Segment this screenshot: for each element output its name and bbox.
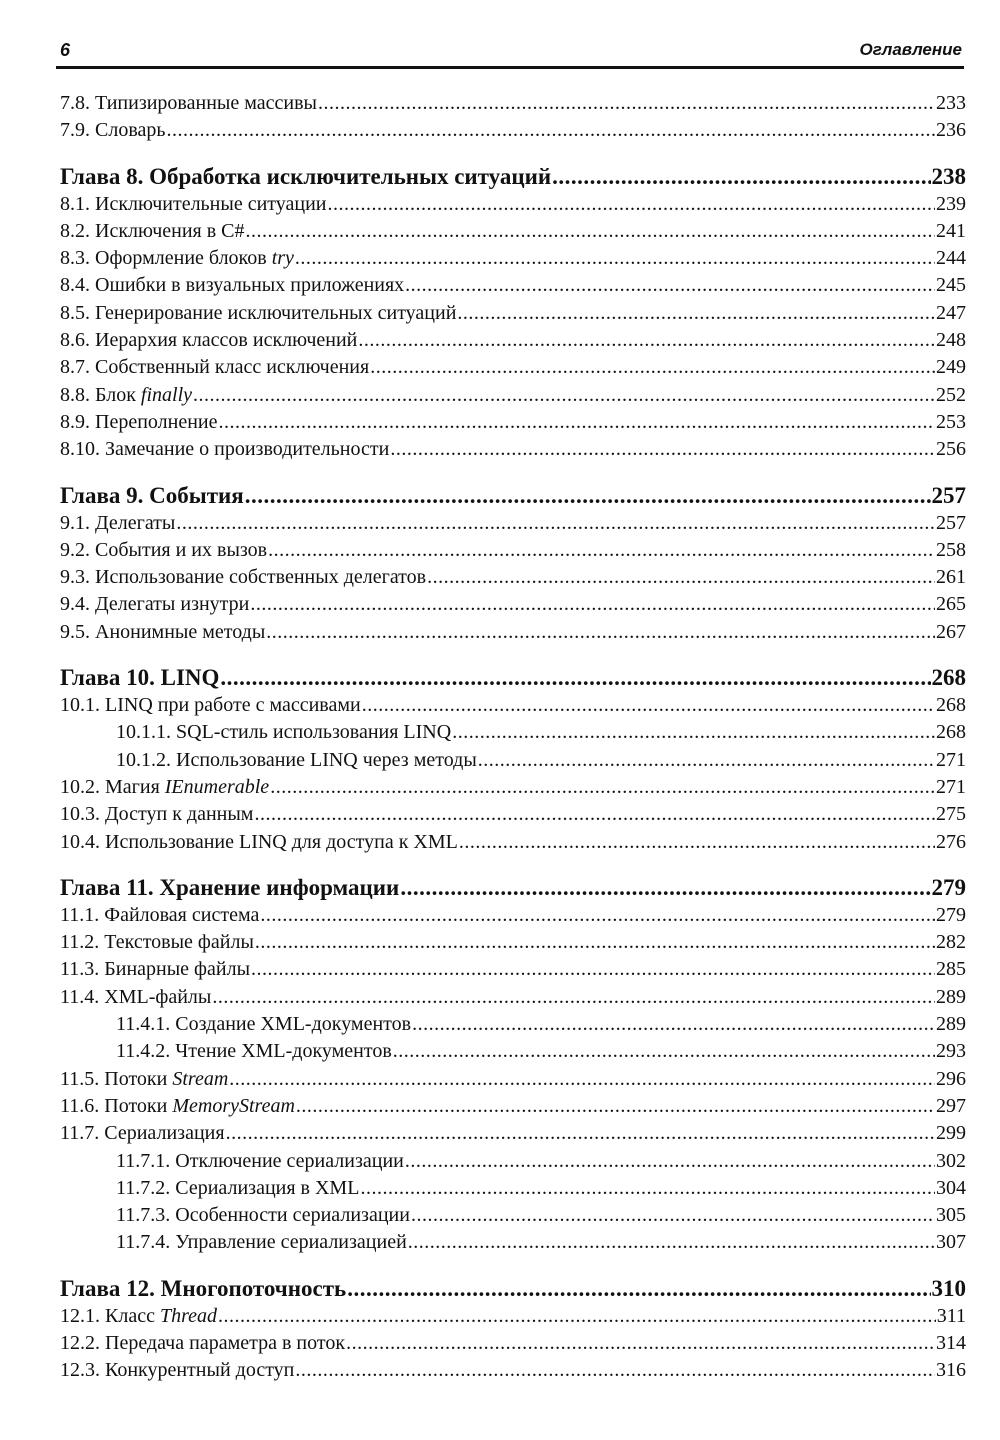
- toc-entry-text: Собственный класс исключения: [95, 356, 370, 379]
- toc-entry-text: Управление сериализацией: [175, 1231, 407, 1254]
- toc-entry-number: 11.7.1.: [116, 1149, 171, 1172]
- toc-entry-title: [60, 801, 253, 828]
- toc-entry-number: Глава 11.: [60, 874, 154, 900]
- toc-entry-text: Исключения в C#: [95, 219, 245, 242]
- toc-entry-title: [60, 327, 357, 354]
- toc-section-entry: [60, 1093, 966, 1120]
- toc-entry-text: SQL-стиль использования LINQ: [176, 721, 452, 744]
- toc-entry-number: 9.1.: [60, 511, 90, 534]
- toc-page-number: 304: [936, 1176, 966, 1199]
- toc-entry-number: 11.7.3.: [116, 1204, 171, 1227]
- toc-page-number: 282: [936, 931, 966, 954]
- toc-entry-title: [60, 1275, 346, 1303]
- toc-entry-text: События: [149, 482, 244, 508]
- dot-leader: [167, 117, 936, 144]
- toc-entry-text: Чтение XML-документов: [175, 1040, 392, 1063]
- toc-entry-number: 12.3.: [60, 1359, 100, 1382]
- toc-entry-text: Магия: [105, 775, 160, 798]
- toc-section-entry: [60, 1120, 966, 1147]
- dot-leader: [295, 245, 935, 272]
- toc-page-number: 241: [936, 219, 966, 242]
- dot-leader: [270, 774, 935, 801]
- toc-entry-title: [60, 956, 250, 983]
- dot-leader: [266, 619, 935, 646]
- toc-entry-number: 9.2.: [60, 538, 90, 561]
- toc-entry-number: 11.1.: [60, 903, 100, 926]
- toc-entry-text: Хранение информации: [159, 874, 400, 900]
- toc-entry-number: Глава 9.: [60, 482, 144, 508]
- toc-entry-text: Текстовые файлы: [104, 931, 254, 954]
- toc-entry-title: [116, 719, 451, 746]
- toc-entry-text: Особенности сериализации: [175, 1204, 410, 1227]
- toc-entry-number: 8.1.: [60, 192, 90, 215]
- toc-entry-title: [60, 436, 389, 463]
- toc-entry-text: Переполнение: [95, 410, 218, 433]
- toc-entry-text: Исключительные ситуации: [95, 192, 327, 215]
- toc-page-number: 276: [936, 830, 966, 853]
- toc-page-number: 302: [936, 1149, 966, 1172]
- toc-page-number: 307: [936, 1231, 966, 1254]
- toc-entry-number: 9.3.: [60, 566, 90, 589]
- toc-entry-title: [60, 1357, 294, 1384]
- toc-page-number: 305: [936, 1204, 966, 1227]
- toc-page-number: 310: [931, 1275, 966, 1301]
- dot-leader: [346, 1330, 935, 1357]
- toc-subsection-entry: [60, 1229, 966, 1256]
- dot-leader: [390, 436, 935, 463]
- toc-section-entry: [60, 984, 966, 1011]
- toc-section-entry: [60, 218, 966, 245]
- toc-entry-title: [60, 1303, 217, 1330]
- toc-entry-text: Делегаты изнутри: [95, 593, 250, 616]
- toc-entry-number: 12.1.: [60, 1304, 100, 1327]
- dot-leader: [411, 1202, 935, 1229]
- toc-section-entry: [60, 619, 966, 646]
- toc-entry-title: [116, 1229, 407, 1256]
- toc-entry-italic-term: try: [271, 247, 294, 270]
- table-of-contents: [60, 90, 966, 1385]
- dot-leader: [229, 1066, 935, 1093]
- toc-subsection-entry: [60, 1202, 966, 1229]
- toc-entry-text: Отключение сериализации: [175, 1149, 404, 1172]
- toc-page-number: 316: [936, 1359, 966, 1382]
- toc-entry-number: 10.3.: [60, 803, 100, 826]
- toc-section-entry: [60, 1330, 966, 1357]
- toc-entry-number: 11.7.2.: [116, 1176, 171, 1199]
- toc-section-entry: [60, 272, 966, 299]
- dot-leader: [552, 163, 930, 191]
- toc-section-entry: [60, 829, 966, 856]
- toc-entry-text: Использование LINQ для доступа к XML: [105, 830, 458, 853]
- toc-section-entry: [60, 1303, 966, 1330]
- toc-page-number: 296: [936, 1067, 966, 1090]
- dot-leader: [400, 874, 930, 902]
- toc-entry-italic-term: Thread: [159, 1304, 217, 1327]
- dot-leader: [260, 902, 935, 929]
- toc-section-entry: [60, 327, 966, 354]
- toc-section-entry: [60, 409, 966, 436]
- toc-subsection-entry: [60, 719, 966, 746]
- toc-subsection-entry: [60, 1038, 966, 1065]
- toc-entry-text: Типизированные массивы: [95, 92, 317, 114]
- dot-leader: [327, 191, 935, 218]
- toc-page-number: 249: [936, 356, 966, 379]
- dot-leader: [176, 510, 935, 537]
- toc-page-number: 248: [936, 329, 966, 352]
- toc-entry-number: 8.4.: [60, 274, 90, 297]
- dot-leader: [370, 354, 935, 381]
- toc-entry-title: [60, 482, 244, 510]
- toc-chapter-entry: [60, 1275, 966, 1303]
- toc-entry-title: [60, 510, 175, 537]
- toc-entry-number: 11.7.: [60, 1122, 100, 1145]
- running-title: Оглавление: [859, 40, 962, 59]
- toc-entry-number: 8.6.: [60, 329, 90, 352]
- toc-entry-title: [60, 929, 254, 956]
- dot-leader: [226, 1120, 935, 1147]
- toc-page-number: 258: [936, 538, 966, 561]
- toc-subsection-entry: [60, 747, 966, 774]
- toc-entry-title: [116, 1202, 410, 1229]
- toc-chapter-entry: [60, 482, 966, 510]
- toc-section-entry: [60, 436, 966, 463]
- toc-entry-number: 8.5.: [60, 301, 90, 324]
- dot-leader: [218, 1303, 936, 1330]
- dot-leader: [212, 984, 935, 1011]
- toc-entry-text: LINQ: [160, 665, 220, 691]
- toc-page-number: 271: [936, 775, 966, 798]
- toc-entry-text: Сериализация в XML: [175, 1176, 360, 1199]
- toc-page-number: 279: [931, 874, 966, 900]
- toc-entry-number: 7.8.: [60, 92, 90, 114]
- toc-page-number: 253: [936, 410, 966, 433]
- toc-section-entry: [60, 510, 966, 537]
- toc-entry-text: Иерархия классов исключений: [95, 329, 358, 352]
- toc-entry-number: 8.7.: [60, 356, 90, 379]
- toc-entry-text: Класс: [105, 1304, 155, 1327]
- dot-leader: [220, 664, 930, 692]
- toc-entry-title: [60, 774, 269, 801]
- toc-entry-title: [60, 354, 369, 381]
- toc-section-entry: [60, 1066, 966, 1093]
- toc-section-entry: [60, 801, 966, 828]
- toc-entry-title: [60, 874, 399, 902]
- toc-entry-italic-term: Stream: [172, 1067, 229, 1090]
- toc-entry-title: [60, 191, 326, 218]
- toc-page-number: 279: [936, 903, 966, 926]
- toc-entry-number: 8.2.: [60, 219, 90, 242]
- toc-entry-title: [60, 1120, 225, 1147]
- toc-entry-title: [60, 902, 259, 929]
- dot-leader: [347, 1275, 930, 1303]
- toc-entry-number: 11.5.: [60, 1067, 100, 1090]
- toc-entry-number: 10.4.: [60, 830, 100, 853]
- dot-leader: [193, 382, 935, 409]
- toc-entry-number: 11.7.4.: [116, 1231, 171, 1254]
- toc-entry-title: [60, 409, 217, 436]
- toc-entry-title: [60, 1330, 345, 1357]
- toc-entry-number: 12.2.: [60, 1331, 100, 1354]
- dot-leader: [452, 719, 935, 746]
- toc-section-entry: [60, 1357, 966, 1384]
- toc-entry-number: 10.1.: [60, 694, 100, 717]
- toc-entry-text: Бинарные файлы: [104, 958, 251, 981]
- toc-chapter-entry: [60, 163, 966, 191]
- toc-page-number: 285: [936, 958, 966, 981]
- toc-entry-title: [60, 619, 265, 646]
- toc-entry-text: Использование LINQ через методы: [176, 748, 477, 771]
- toc-subsection-entry: [60, 1148, 966, 1175]
- dot-leader: [268, 537, 935, 564]
- toc-page-number: 257: [931, 482, 966, 508]
- dot-leader: [254, 801, 935, 828]
- toc-page-number: 289: [936, 1013, 966, 1036]
- toc-entry-title: [60, 537, 267, 564]
- toc-entry-number: 7.9.: [60, 119, 90, 142]
- dot-leader: [408, 1229, 935, 1256]
- page-number: 6: [60, 40, 71, 60]
- toc-page-number: 311: [936, 1304, 966, 1327]
- toc-page-number: 247: [936, 301, 966, 324]
- toc-entry-text: Потоки: [104, 1067, 168, 1090]
- toc-entry-title: [116, 1011, 411, 1038]
- toc-page-number: 297: [936, 1094, 966, 1117]
- toc-entry-text: XML-файлы: [104, 985, 212, 1008]
- dot-leader: [405, 272, 935, 299]
- toc-page-number: 314: [936, 1331, 966, 1354]
- dot-leader: [318, 90, 935, 117]
- toc-page-number: 239: [936, 192, 966, 215]
- toc-section-entry: [60, 354, 966, 381]
- toc-entry-title: [116, 1148, 404, 1175]
- toc-entry-number: 11.4.: [60, 985, 100, 1008]
- toc-entry-number: 8.9.: [60, 410, 90, 433]
- dot-leader: [405, 1148, 935, 1175]
- dot-leader: [427, 564, 935, 591]
- toc-entry-text: Генерирование исключительных ситуаций: [95, 301, 457, 324]
- toc-entry-number: 11.4.1.: [116, 1013, 171, 1036]
- dot-leader: [412, 1011, 935, 1038]
- toc-entry-text: Многопоточность: [160, 1275, 347, 1301]
- toc-entry-text: Обработка исключительных ситуаций: [149, 163, 552, 189]
- toc-entry-italic-term: MemoryStream: [172, 1094, 295, 1117]
- toc-section-entry: [60, 774, 966, 801]
- toc-entry-text: Анонимные методы: [95, 620, 266, 643]
- toc-page-number: 299: [936, 1122, 966, 1145]
- toc-entry-text: LINQ при работе с массивами: [105, 694, 361, 717]
- dot-leader: [250, 591, 935, 618]
- toc-entry-number: 9.4.: [60, 593, 90, 616]
- toc-chapter-entry: [60, 664, 966, 692]
- toc-entry-number: 9.5.: [60, 620, 90, 643]
- dot-leader: [362, 692, 935, 719]
- toc-entry-title: [60, 382, 192, 409]
- toc-entry-number: 8.3.: [60, 247, 90, 270]
- dot-leader: [295, 1357, 935, 1384]
- toc-entry-number: 8.8.: [60, 383, 90, 406]
- toc-entry-title: [116, 1038, 392, 1065]
- toc-entry-title: [60, 1066, 228, 1093]
- toc-section-entry: [60, 537, 966, 564]
- toc-page-number: 267: [936, 620, 966, 643]
- toc-entry-number: 11.3.: [60, 958, 100, 981]
- dot-leader: [358, 327, 935, 354]
- toc-section-entry: [60, 382, 966, 409]
- dot-leader: [246, 218, 935, 245]
- toc-section-entry: [60, 191, 966, 218]
- toc-entry-title: [60, 564, 426, 591]
- toc-page-number: 268: [936, 721, 966, 744]
- toc-entry-text: Сериализация: [104, 1122, 225, 1145]
- toc-entry-title: [60, 218, 245, 245]
- dot-leader: [393, 1038, 935, 1065]
- dot-leader: [245, 482, 931, 510]
- toc-page-number: 293: [936, 1040, 966, 1063]
- toc-entry-text: Блок: [95, 383, 136, 406]
- toc-entry-title: [60, 163, 551, 191]
- toc-page-number: 271: [936, 748, 966, 771]
- toc-page-number: 252: [936, 383, 966, 406]
- toc-section-entry: [60, 591, 966, 618]
- toc-chapter-entry: [60, 874, 966, 902]
- toc-section-entry: [60, 300, 966, 327]
- toc-page-number: 257: [936, 511, 966, 534]
- toc-section-entry: [60, 245, 966, 272]
- toc-entry-number: Глава 10.: [60, 665, 155, 691]
- toc-entry-text: Замечание о производительности: [105, 438, 390, 461]
- toc-entry-number: 10.2.: [60, 775, 100, 798]
- toc-entry-text: События и их вызов: [95, 538, 268, 561]
- toc-entry-text: Конкурентный доступ: [105, 1359, 295, 1382]
- toc-page-number: 236: [936, 119, 966, 142]
- toc-entry-text: Использование собственных делегатов: [95, 566, 427, 589]
- dot-leader: [296, 1093, 935, 1120]
- dot-leader: [360, 1175, 935, 1202]
- dot-leader: [255, 929, 935, 956]
- dot-leader: [457, 300, 935, 327]
- toc-page-number: 265: [936, 593, 966, 616]
- toc-page-number: 233: [936, 92, 966, 114]
- toc-entry-title: [60, 272, 404, 299]
- toc-section-entry: [60, 956, 966, 983]
- toc-section-entry: [60, 929, 966, 956]
- toc-section-entry: [60, 564, 966, 591]
- dot-leader: [478, 747, 935, 774]
- toc-entry-title: [60, 90, 317, 117]
- toc-entry-number: Глава 12.: [60, 1275, 155, 1301]
- toc-entry-title: [116, 1175, 359, 1202]
- toc-entry-title: [60, 664, 219, 692]
- toc-page-number: 244: [936, 247, 966, 270]
- toc-entry-text: Передача параметра в поток: [105, 1331, 346, 1354]
- toc-section-entry: [60, 902, 966, 929]
- toc-entry-number: 11.6.: [60, 1094, 100, 1117]
- toc-page-number: 261: [936, 566, 966, 589]
- toc-entry-title: [60, 245, 294, 272]
- toc-entry-title: [60, 1093, 295, 1120]
- toc-subsection-entry: [60, 1011, 966, 1038]
- toc-entry-text: Делегаты: [95, 511, 176, 534]
- toc-section-entry: [60, 692, 966, 719]
- toc-entry-title: [60, 300, 456, 327]
- dot-leader: [251, 956, 935, 983]
- toc-entry-title: [60, 117, 166, 144]
- toc-page-number: 268: [931, 665, 966, 691]
- toc-section-entry: [60, 117, 966, 144]
- toc-entry-title: [60, 692, 361, 719]
- toc-entry-text: Ошибки в визуальных приложениях: [95, 274, 405, 297]
- toc-page-number: 289: [936, 985, 966, 1008]
- toc-entry-number: 10.1.2.: [116, 748, 171, 771]
- toc-entry-number: 11.2.: [60, 931, 100, 954]
- toc-entry-italic-term: finally: [140, 383, 193, 406]
- toc-page-number: 275: [936, 803, 966, 826]
- toc-entry-text: Словарь: [95, 119, 166, 142]
- dot-leader: [459, 829, 935, 856]
- toc-page-number: 238: [931, 163, 966, 189]
- toc-entry-title: [60, 591, 249, 618]
- toc-entry-italic-term: IEnumerable: [164, 775, 270, 798]
- toc-entry-text: Оформление блоков: [95, 247, 267, 270]
- page-header: [56, 38, 964, 69]
- toc-entry-text: Создание XML-документов: [175, 1013, 412, 1036]
- toc-entry-title: [60, 984, 211, 1011]
- toc-entry-text: Файловая система: [104, 903, 260, 926]
- toc-entry-title: [116, 747, 477, 774]
- toc-entry-number: 11.4.2.: [116, 1040, 171, 1063]
- toc-entry-number: Глава 8.: [60, 163, 144, 189]
- dot-leader: [218, 409, 935, 436]
- toc-page-number: 268: [936, 694, 966, 717]
- toc-entry-text: Потоки: [104, 1094, 168, 1117]
- toc-entry-text: Доступ к данным: [105, 803, 254, 826]
- toc-entry-number: 8.10.: [60, 438, 100, 461]
- toc-section-entry: [60, 90, 966, 117]
- toc-page-number: 245: [936, 274, 966, 297]
- toc-entry-number: 10.1.1.: [116, 721, 171, 744]
- toc-subsection-entry: [60, 1175, 966, 1202]
- toc-entry-title: [60, 829, 458, 856]
- toc-page-number: 256: [936, 438, 966, 461]
